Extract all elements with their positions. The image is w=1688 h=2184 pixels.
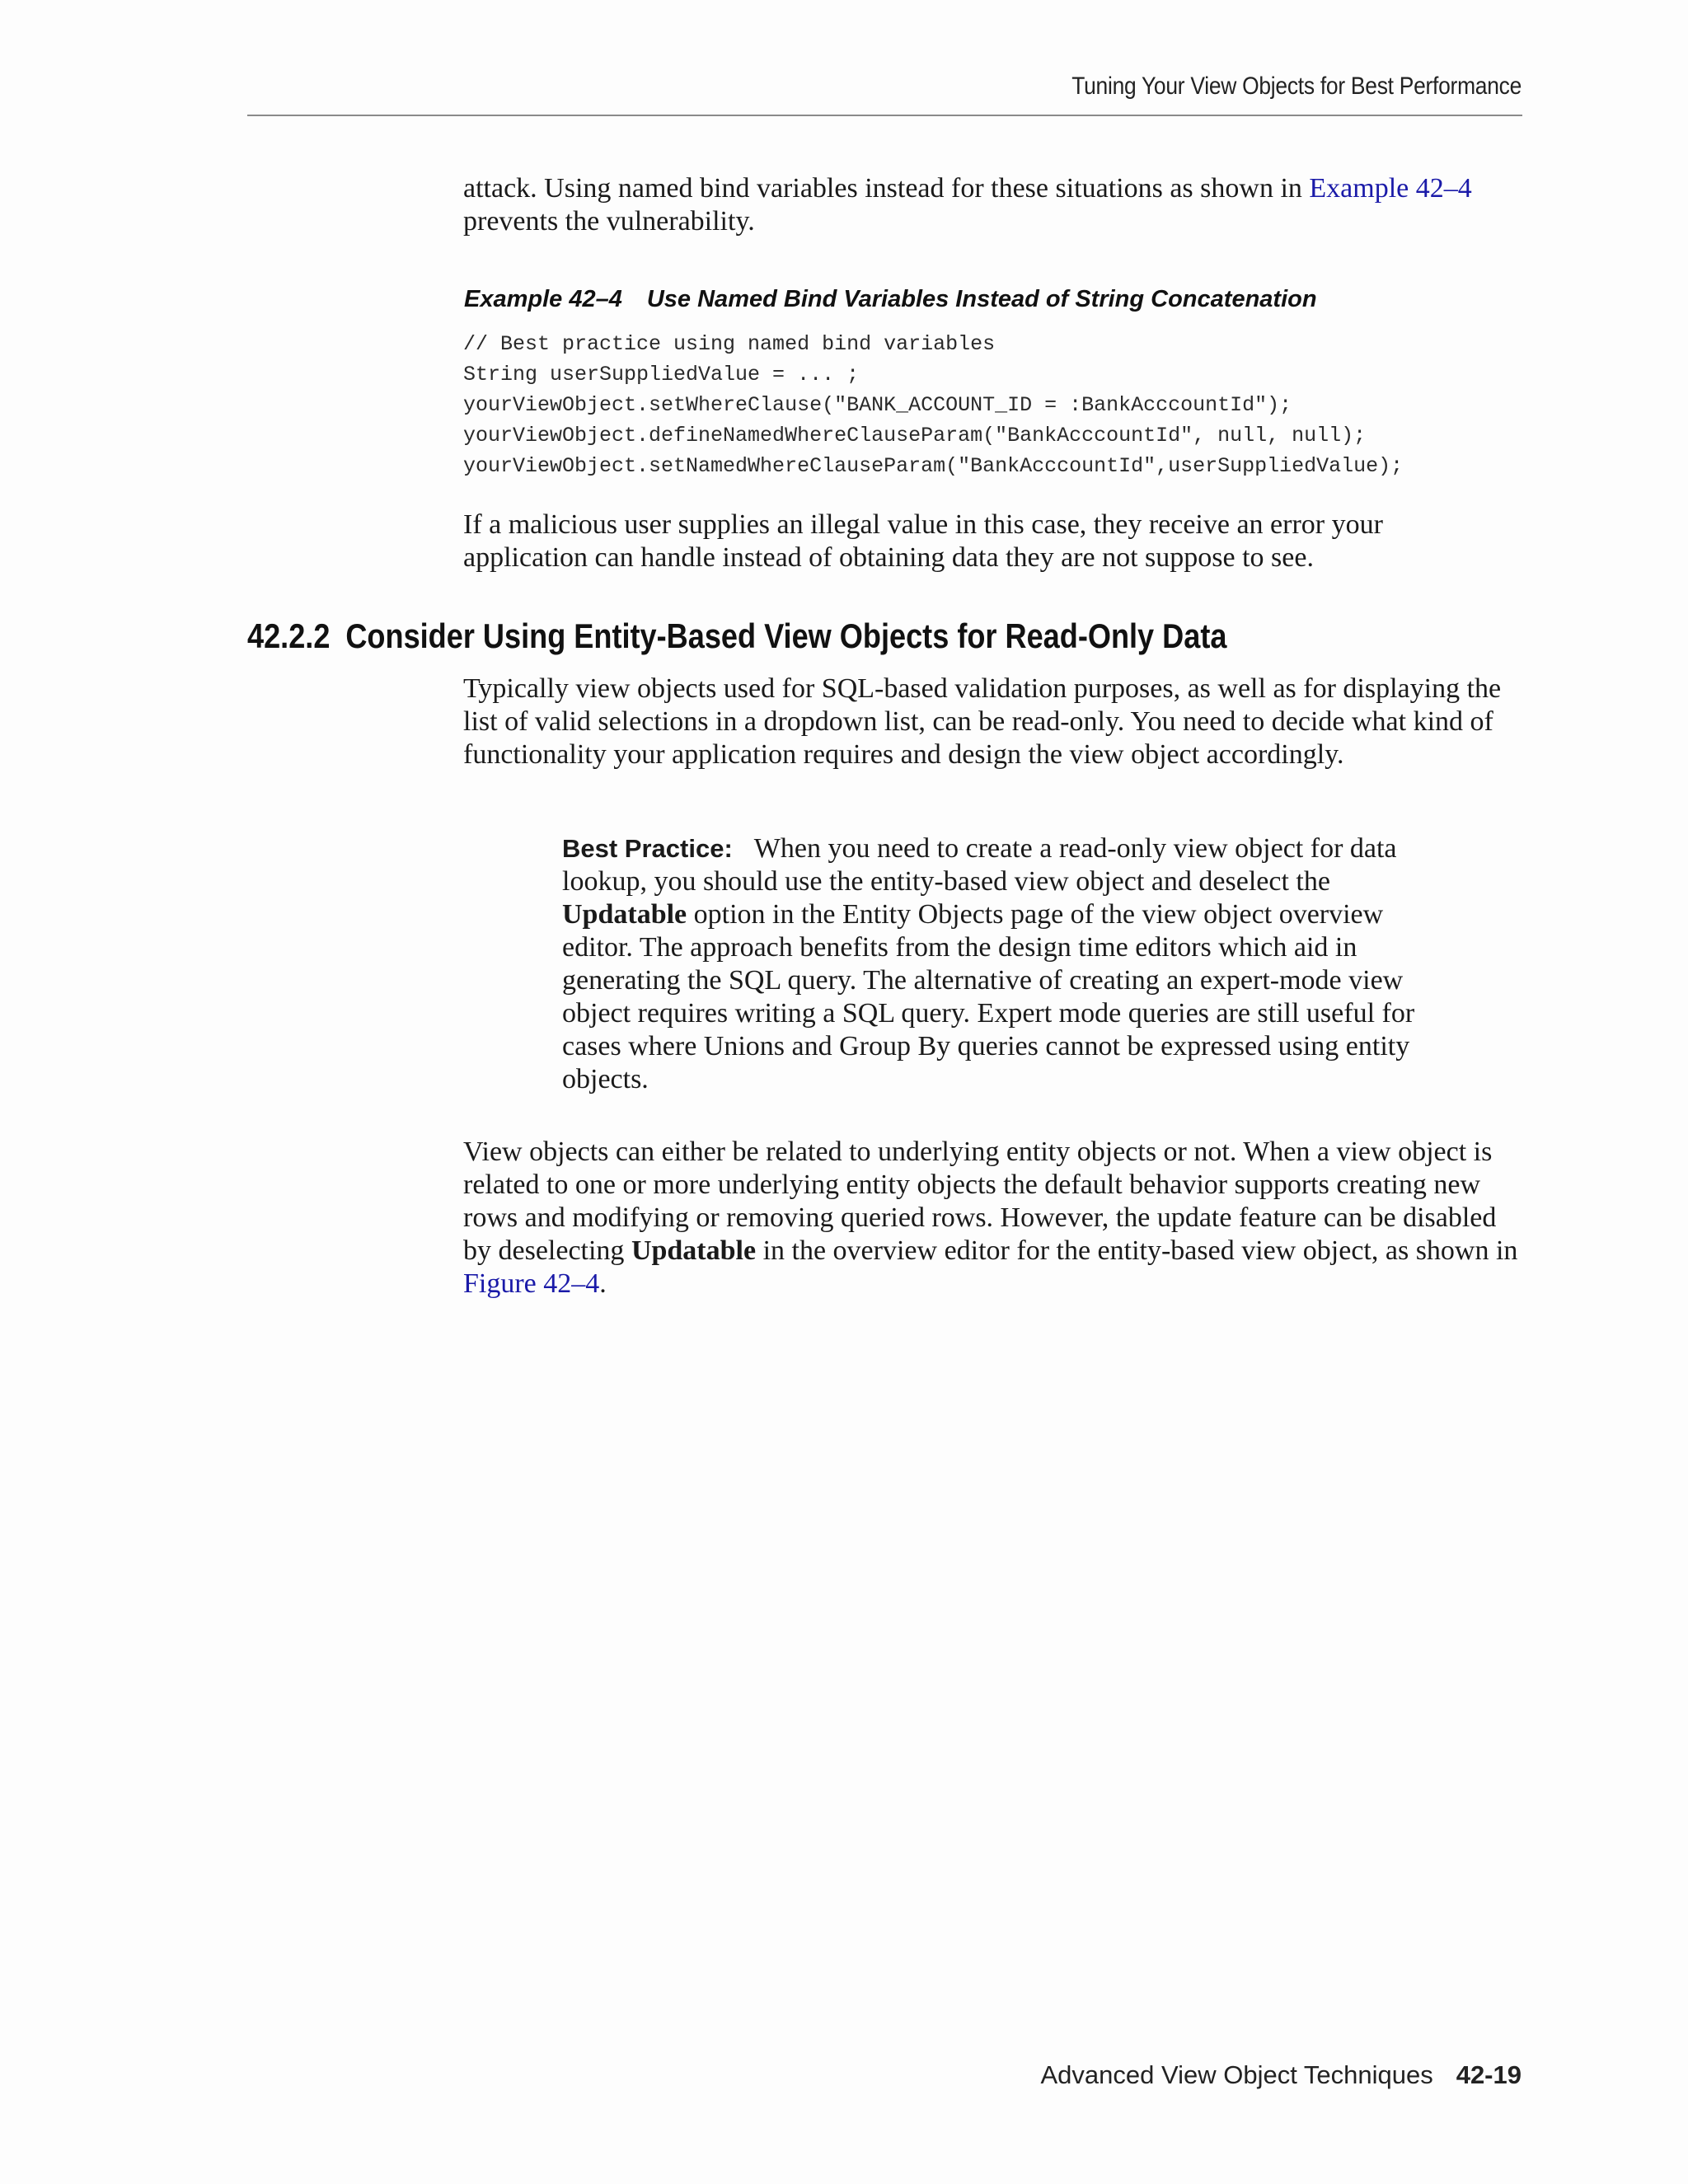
running-header: Tuning Your View Objects for Best Performance xyxy=(1071,73,1522,100)
code-line: // Best practice using named bind variables xyxy=(463,332,996,356)
example-link[interactable]: Example 42–4 xyxy=(1309,173,1472,204)
example-title: Use Named Bind Variables Instead of String Concatenation xyxy=(646,286,1317,312)
section-paragraph: Typically view objects used for SQL-based validation purposes, as well as for displaying the list of valid selections in a dropdown list, can be read-only. You need to decide what kind of functionality your application requires and design the view object accordingly. xyxy=(463,673,1502,770)
footer-chapter: Advanced View Object Techniques xyxy=(1040,2060,1433,2089)
best-practice-text: When you need to create a read-only view object for data lookup, you should use the entity-based view object and deselect the xyxy=(562,833,1397,897)
updatable-term: Updatable xyxy=(631,1235,757,1266)
code-line: String userSuppliedValue = ... ; xyxy=(463,363,860,387)
closing-paragraph xyxy=(463,1136,1526,1301)
section-heading xyxy=(247,616,1226,656)
page-number: 42-19 xyxy=(1456,2060,1522,2089)
best-practice-text-end: option in the Entity Objects page of the view object overview editor. The approach benefits from the design time editors which aid in generating the SQL query. The alternative of creating an expert-mode view object requires writing a SQL query. Expert mode queries are still useful for cases where Unions and Group By queries cannot be expressed using entity objects. xyxy=(562,899,1415,1094)
example-label: Example 42–4 xyxy=(464,286,622,312)
header-rule xyxy=(247,115,1522,116)
closing-text: View objects can either be related to underlying entity objects or not. When a view object is related to one or more underlying entity objects the default behavior supports creating new rows and modifying or removing queried rows. However, the update feature can be disabled by deselecting xyxy=(463,1137,1497,1266)
code-line: yourViewObject.setNamedWhereClauseParam("BankAcccountId",userSuppliedValue); xyxy=(463,454,1404,478)
closing-text-middle: in the overview editor for the entity-based view object, as shown in xyxy=(756,1235,1518,1266)
code-line: yourViewObject.defineNamedWhereClauseParam("BankAcccountId", null, null); xyxy=(463,424,1367,448)
best-practice-note xyxy=(562,832,1436,1096)
section-title: Consider Using Entity-Based View Objects for Read-Only Data xyxy=(345,616,1227,655)
figure-link[interactable]: Figure 42–4 xyxy=(463,1268,600,1299)
updatable-term: Updatable xyxy=(562,899,687,930)
intro-paragraph xyxy=(463,172,1526,238)
best-practice-label: Best Practice: xyxy=(562,834,733,863)
section-number: 42.2.2 xyxy=(247,616,331,655)
after-example-paragraph: If a malicious user supplies an illegal value in this case, they receive an error your application can handle instead of obtaining data they are not suppose to see. xyxy=(463,509,1383,573)
closing-text-end: . xyxy=(599,1268,607,1299)
code-block xyxy=(463,329,1403,481)
running-footer xyxy=(907,2060,1522,2090)
intro-text: attack. Using named bind variables instead for these situations as shown in xyxy=(463,173,1310,204)
code-line: yourViewObject.setWhereClause("BANK_ACCOUNT_ID = :BankAcccountId"); xyxy=(463,393,1292,417)
intro-text-end: prevents the vulnerability. xyxy=(463,206,755,237)
example-caption xyxy=(464,286,1317,313)
